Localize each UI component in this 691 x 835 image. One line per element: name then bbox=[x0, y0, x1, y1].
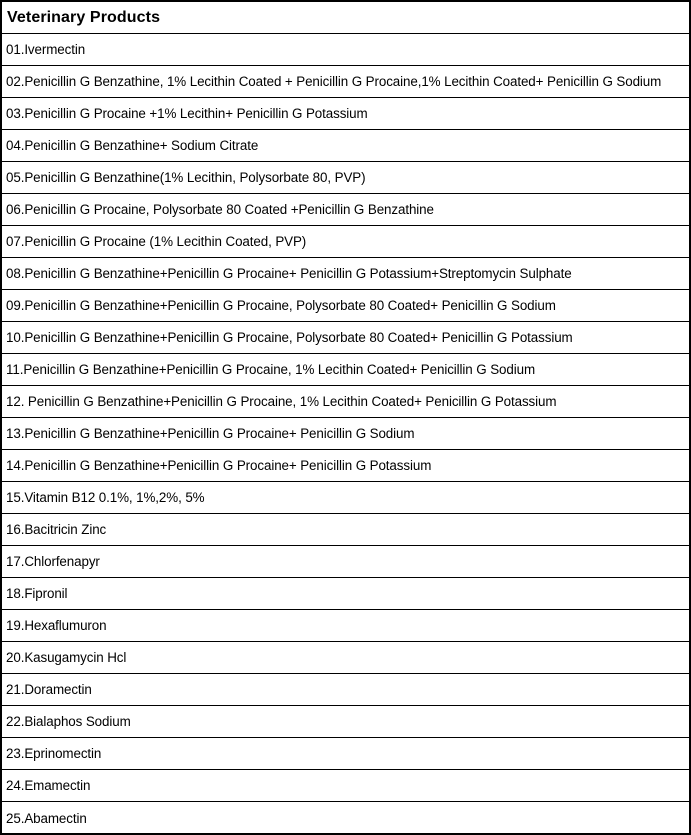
table-row: 01.Ivermectin bbox=[2, 34, 689, 66]
table-row: 14.Penicillin G Benzathine+Penicillin G Procaine+ Penicillin G Potassium bbox=[2, 450, 689, 482]
table-row: 13.Penicillin G Benzathine+Penicillin G Procaine+ Penicillin G Sodium bbox=[2, 418, 689, 450]
table-row: 17.Chlorfenapyr bbox=[2, 546, 689, 578]
table-row: 11.Penicillin G Benzathine+Penicillin G Procaine, 1% Lecithin Coated+ Penicillin G Sodium bbox=[2, 354, 689, 386]
table-row: 16.Bacitricin Zinc bbox=[2, 514, 689, 546]
table-row: 07.Penicillin G Procaine (1% Lecithin Coated, PVP) bbox=[2, 226, 689, 258]
table-row: 19.Hexaflumuron bbox=[2, 610, 689, 642]
table-row: 15.Vitamin B12 0.1%, 1%,2%, 5% bbox=[2, 482, 689, 514]
table-rows bbox=[2, 34, 689, 834]
table-row: 24.Emamectin bbox=[2, 770, 689, 802]
table-row: 18.Fipronil bbox=[2, 578, 689, 610]
table-row: 23.Eprinomectin bbox=[2, 738, 689, 770]
table-row: 12. Penicillin G Benzathine+Penicillin G Procaine, 1% Lecithin Coated+ Penicillin G Potassium bbox=[2, 386, 689, 418]
table-row: 08.Penicillin G Benzathine+Penicillin G Procaine+ Penicillin G Potassium+Streptomycin Sulphate bbox=[2, 258, 689, 290]
table-row: 22.Bialaphos Sodium bbox=[2, 706, 689, 738]
table-row: 10.Penicillin G Benzathine+Penicillin G Procaine, Polysorbate 80 Coated+ Penicillin G Potassium bbox=[2, 322, 689, 354]
table-row: 04.Penicillin G Benzathine+ Sodium Citrate bbox=[2, 130, 689, 162]
table-row: 05.Penicillin G Benzathine(1% Lecithin, Polysorbate 80, PVP) bbox=[2, 162, 689, 194]
table-row: 02.Penicillin G Benzathine, 1% Lecithin Coated + Penicillin G Procaine,1% Lecithin Coated+ Penicillin G Sodium bbox=[2, 66, 689, 98]
table-row: 21.Doramectin bbox=[2, 674, 689, 706]
table-row: 03.Penicillin G Procaine +1% Lecithin+ Penicillin G Potassium bbox=[2, 98, 689, 130]
table-row: 20.Kasugamycin Hcl bbox=[2, 642, 689, 674]
table-row: 09.Penicillin G Benzathine+Penicillin G Procaine, Polysorbate 80 Coated+ Penicillin G Sodium bbox=[2, 290, 689, 322]
table-row: 25.Abamectin bbox=[6, 810, 87, 826]
table-title: Veterinary Products bbox=[2, 2, 689, 34]
table-row: 06.Penicillin G Procaine, Polysorbate 80 Coated +Penicillin G Benzathine bbox=[2, 194, 689, 226]
